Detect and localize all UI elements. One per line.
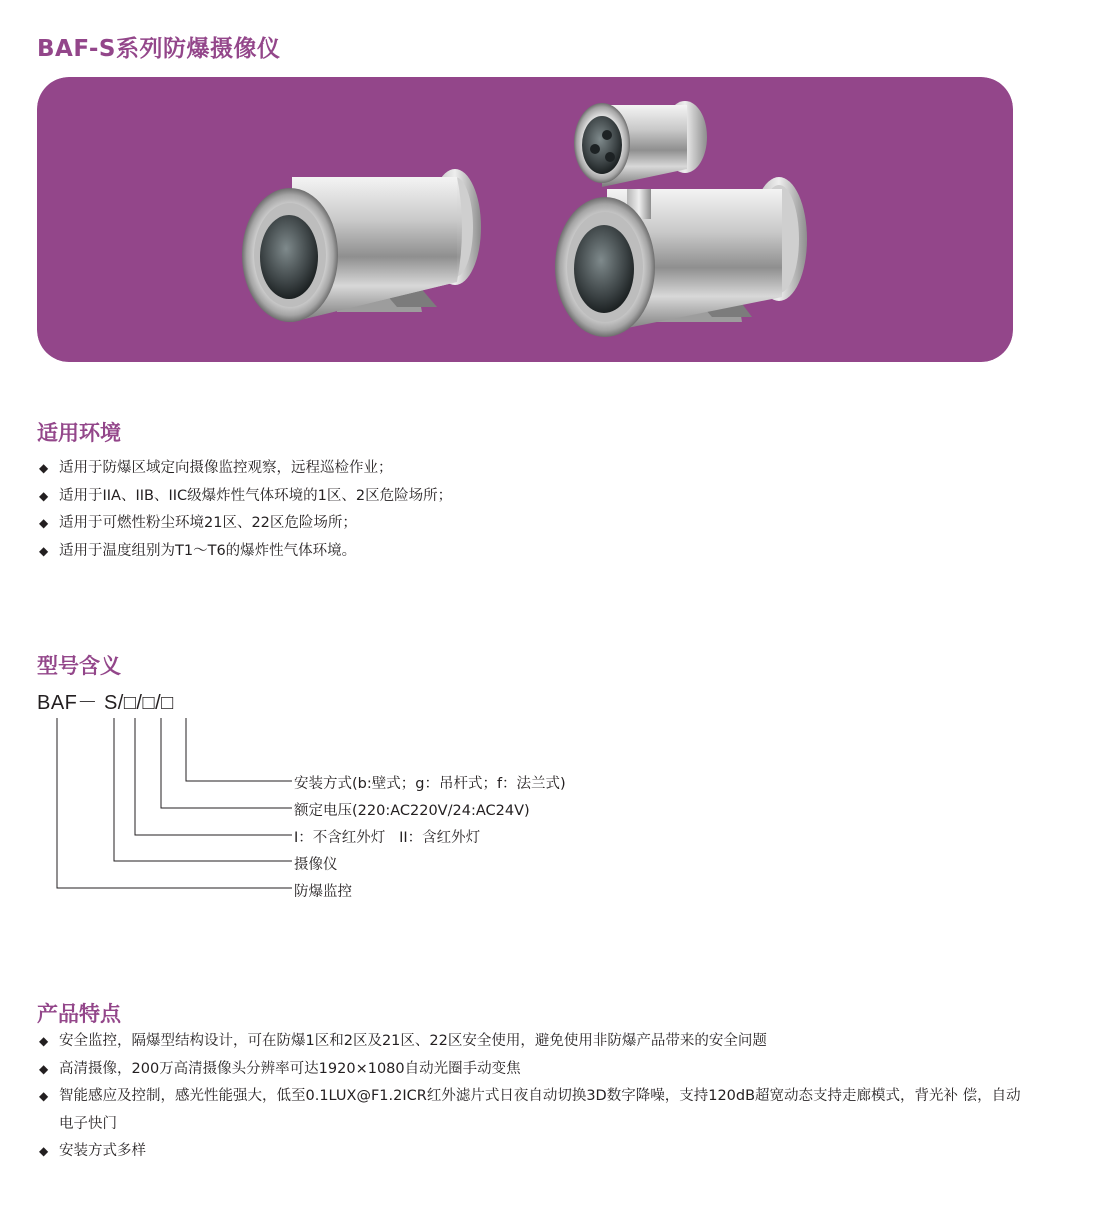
bracket-line-voltage <box>161 718 292 808</box>
list-item: ◆ 适用于可燃性粉尘环境21区、22区危险场所； <box>37 510 1037 538</box>
diamond-bullet-icon: ◆ <box>39 543 49 558</box>
features-heading: 产品特点 <box>37 1002 121 1026</box>
diamond-bullet-icon: ◆ <box>39 488 49 503</box>
list-item: ◆ 适用于温度组别为T1～T6的爆炸性气体环境。 <box>37 538 1037 566</box>
legend-ir: I：不含红外灯 II：含红外灯 <box>294 830 481 846</box>
environment-list <box>37 455 1037 565</box>
model-code-bracket-diagram <box>37 708 297 898</box>
hero-background <box>37 77 1013 362</box>
model-heading: 型号含义 <box>37 654 121 678</box>
legend-camera: 摄像仪 <box>294 857 338 873</box>
diamond-bullet-icon: ◆ <box>39 461 49 475</box>
list-item: ◆ 安装方式多样 <box>37 1138 1027 1166</box>
bracket-line-explosion-proof <box>57 718 292 888</box>
list-item: ◆ 适用于防爆区域定向摄像监控观察，远程巡检作业； <box>37 455 1037 483</box>
page-title: BAF-S系列防爆摄像仪 <box>37 36 281 62</box>
list-item: ◆ 适用于IIA、IIB、IIC级爆炸性气体环境的1区、2区危险场所； <box>37 483 1037 511</box>
diamond-bullet-icon: ◆ <box>39 1034 49 1048</box>
legend-voltage: 额定电压(220:AC220V/24:AC24V) <box>294 803 530 819</box>
environment-heading: 适用环境 <box>37 421 121 445</box>
diamond-bullet-icon: ◆ <box>39 1089 49 1103</box>
model-code: BAF－ S/□/□/□ <box>37 692 174 714</box>
bracket-line-ir <box>135 718 292 835</box>
diamond-bullet-icon: ◆ <box>39 1061 49 1076</box>
list-item: ◆ 高清摄像，200万高清摄像头分辨率可达1920×1080自动光圈手动变焦 <box>37 1056 1027 1084</box>
legend-mounting: 安装方式(b:壁式；g：吊杆式；f：法兰式) <box>294 776 566 792</box>
features-list <box>37 1028 1027 1166</box>
bracket-line-mounting <box>186 718 292 781</box>
diamond-bullet-icon: ◆ <box>39 516 49 530</box>
product-hero-banner <box>37 77 1013 362</box>
diamond-bullet-icon: ◆ <box>39 1144 49 1158</box>
legend-explosion-proof: 防爆监控 <box>294 884 352 900</box>
list-item: ◆ 安全监控，隔爆型结构设计，可在防爆1区和2区及21区、22区安全使用，避免使用非防爆产品带来的安全问题 <box>37 1028 1027 1056</box>
list-item: ◆ 智能感应及控制，感光性能强大，低至0.1LUX@F1.2ICR红外滤片式日夜自动切换3D数字降噪，支持120dB超宽动态支持走廊模式，背光补 偿，自动电子快门 <box>37 1083 1027 1138</box>
bracket-line-camera <box>114 718 292 861</box>
